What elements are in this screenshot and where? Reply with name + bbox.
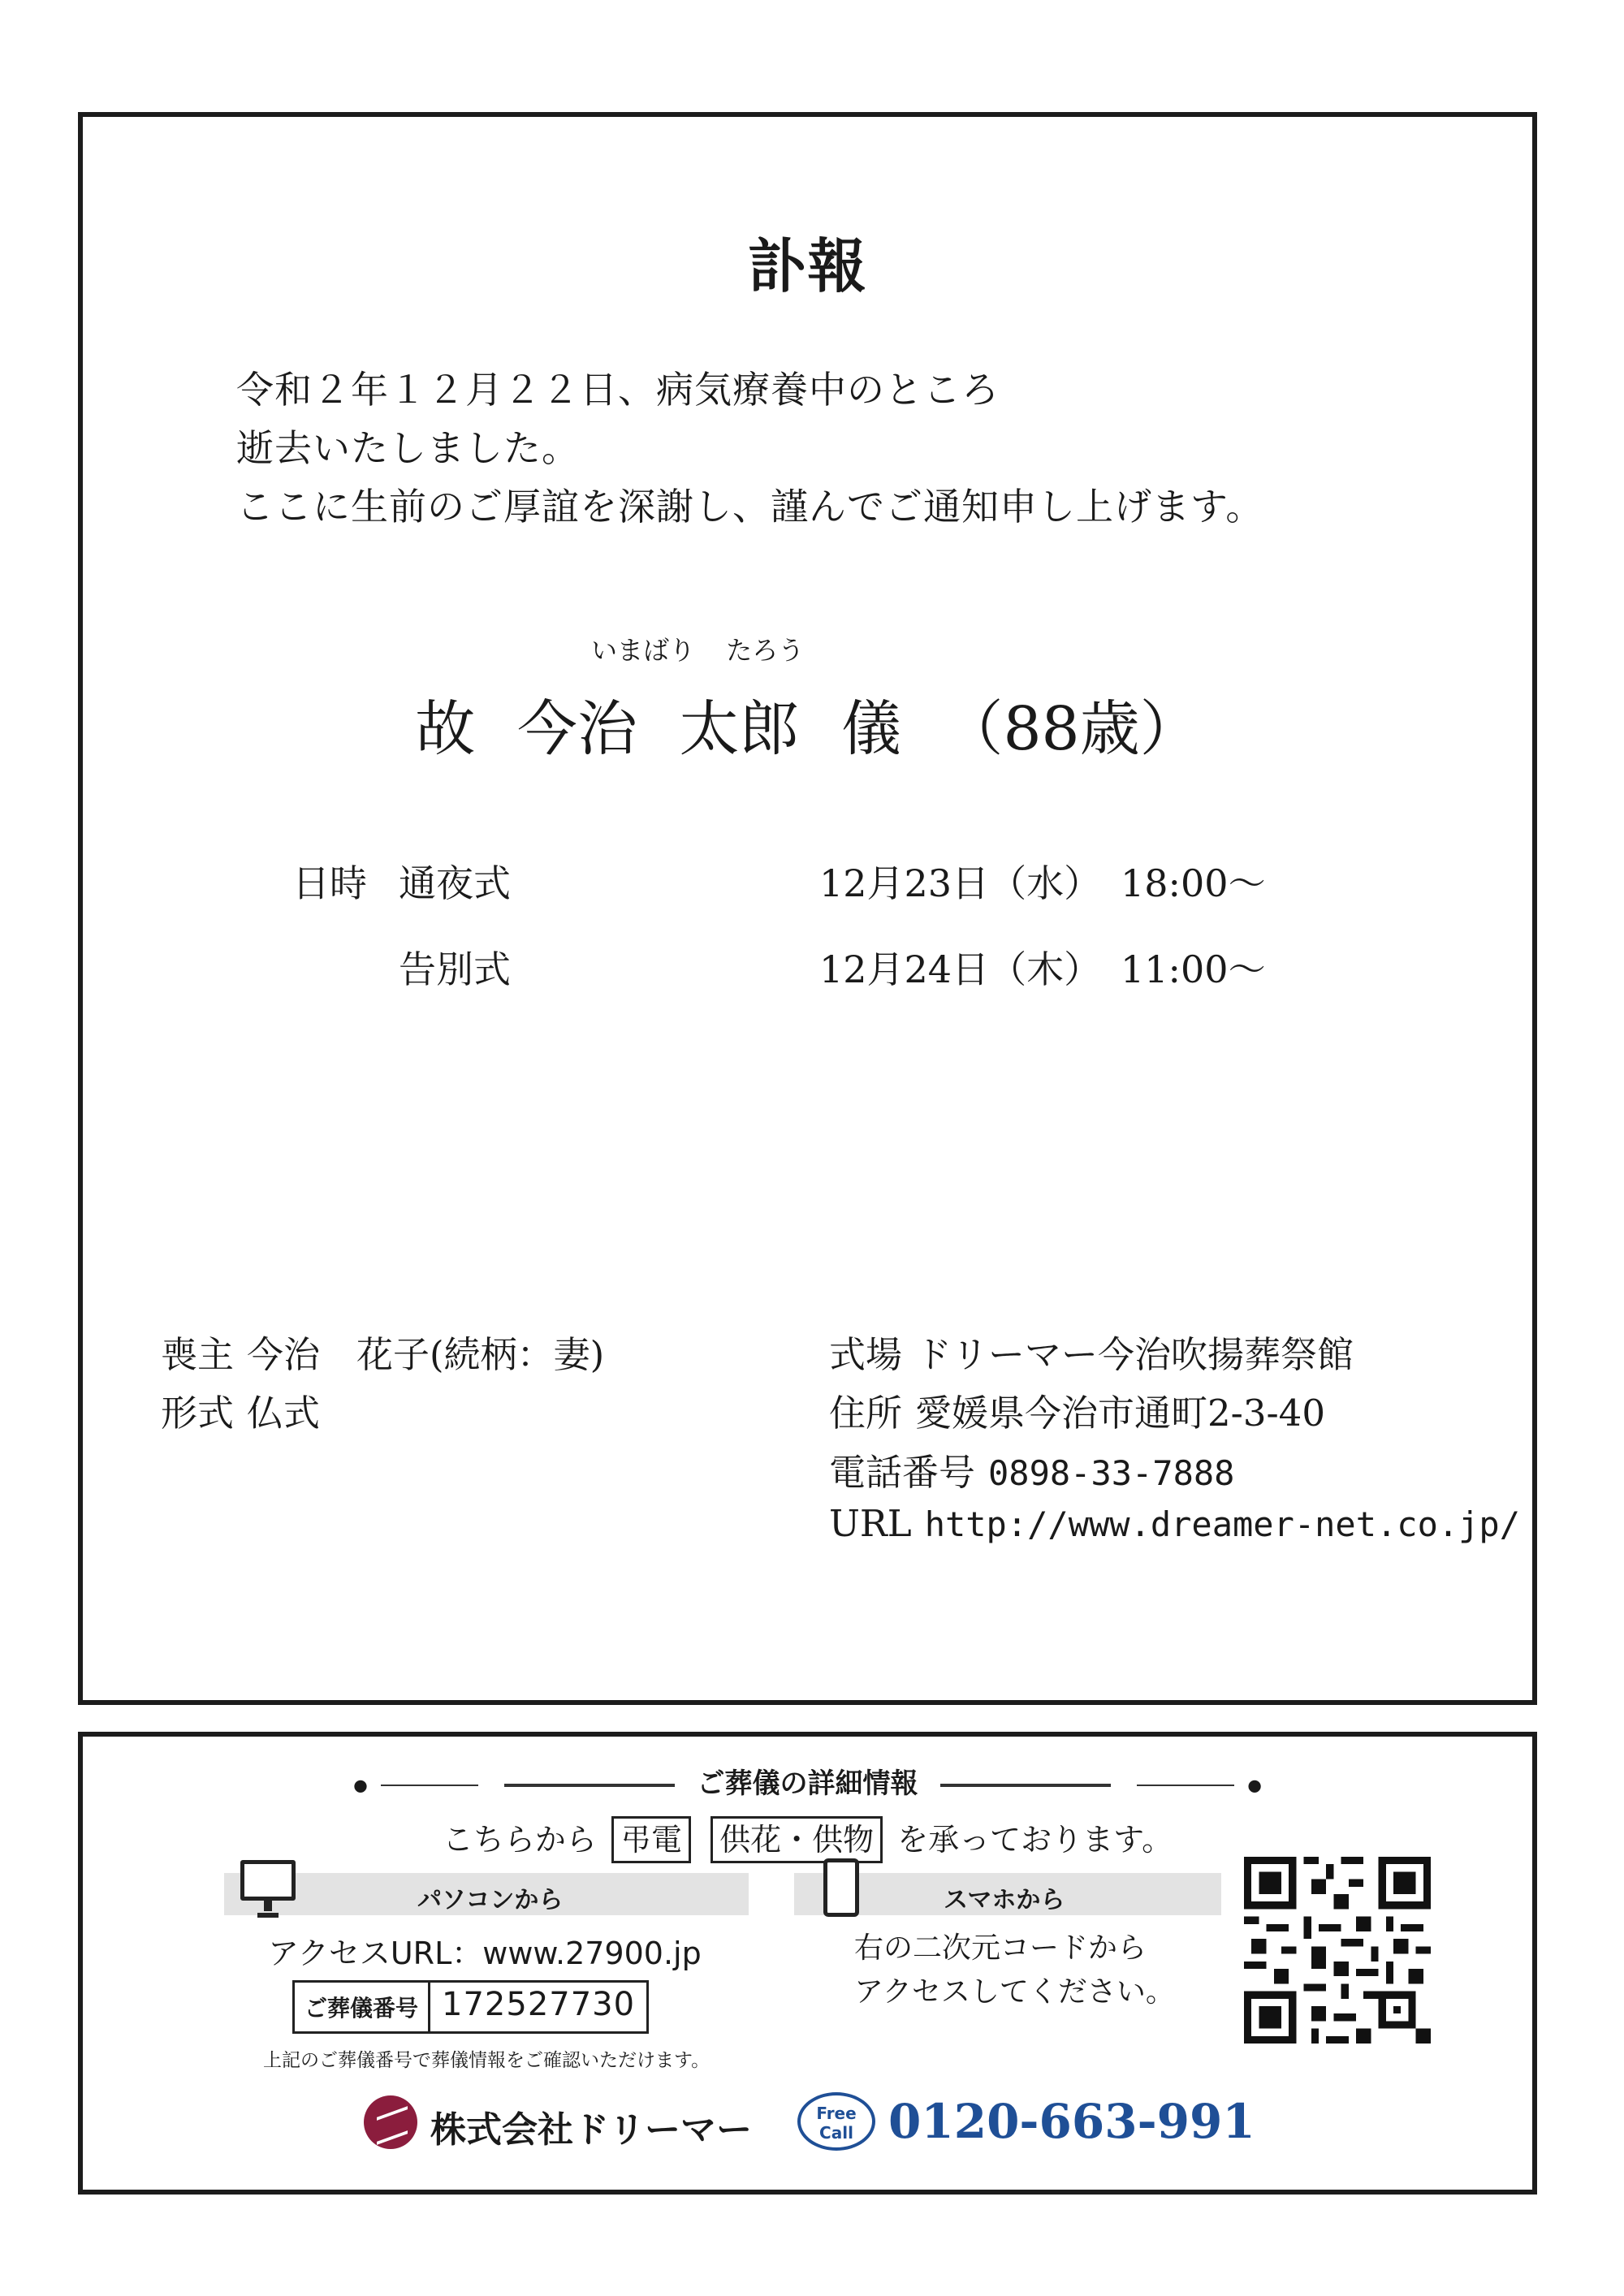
divider [1137, 1785, 1234, 1786]
chief-mourner [161, 1325, 604, 1378]
divider [504, 1784, 675, 1787]
access-url[interactable]: アクセスURL：www.27900.jp [268, 1936, 702, 1971]
name-ruby [591, 630, 827, 667]
divider [940, 1784, 1111, 1787]
obituary-notice [78, 112, 1537, 1705]
tollfree-number[interactable]: 0120-663-991 [888, 2094, 1255, 2149]
telegram-box: 弔電 [611, 1816, 691, 1863]
phone [829, 1443, 1234, 1495]
ruby-given: たろう [726, 635, 805, 666]
address-value: 愛媛県今治市通町2-3-40 [915, 1392, 1325, 1435]
pc-label: パソコンから [417, 1886, 564, 1914]
freecall-icon [797, 2092, 875, 2151]
chief-mourner-relation: (続柄：妻) [430, 1333, 605, 1376]
chief-mourner-label: 喪主 [161, 1333, 235, 1376]
funeral-label: 告別式 [399, 947, 511, 991]
style-label: 形式 [161, 1392, 235, 1435]
wake-date: 12月23日（水） [819, 861, 1102, 905]
sp-instruction-2: アクセスしてください。 [854, 1975, 1175, 2009]
dreamer-logo [364, 2095, 417, 2149]
smartphone-icon [823, 1858, 859, 1917]
accept-line [83, 1815, 1532, 1863]
style-value: 仏式 [247, 1392, 321, 1435]
deceased-name [83, 681, 1532, 767]
ceremony-style [161, 1383, 320, 1436]
funeral-number-box [292, 1980, 649, 2034]
accept-pre: こちらから [442, 1822, 597, 1858]
funeral-number-label: ご葬儀番号 [295, 1983, 430, 2031]
deceased-suffix: 儀 [840, 694, 901, 764]
schedule-heading: 日時 [292, 861, 367, 905]
deceased-surname: 今治 [516, 694, 637, 764]
url-value[interactable]: http://www.dreamer-net.co.jp/ [924, 1504, 1521, 1544]
funeral-info-footer [78, 1732, 1537, 2195]
address [829, 1383, 1325, 1436]
notice-title: 訃報 [747, 232, 868, 300]
company-name: 株式会社ドリーマー [430, 2109, 752, 2151]
deceased-given: 太郎 [679, 694, 800, 764]
deceased-prefix: 故 [415, 694, 476, 764]
funeral-date: 12月24日（木） [819, 947, 1102, 991]
venue-label: 式場 [829, 1333, 903, 1376]
notice-line-1: 令和２年１２月２２日、病気療養中のところ [236, 368, 1000, 412]
accept-post: を承っております。 [897, 1822, 1173, 1858]
funeral-time: 11:00～ [1121, 947, 1266, 991]
chief-mourner-name: 今治 花子 [247, 1333, 430, 1376]
monitor-icon [240, 1860, 296, 1901]
notice-line-3: ここに生前のご厚誼を深謝し、謹んでご通知申し上げます。 [236, 485, 1264, 529]
sp-label: スマホから [944, 1886, 1065, 1914]
wake-label: 通夜式 [399, 861, 511, 905]
venue-value: ドリーマー今治吹揚葬祭館 [915, 1333, 1354, 1376]
website [829, 1502, 1520, 1545]
url-label: URL [829, 1502, 912, 1545]
pc-bar [224, 1873, 749, 1915]
funeral-number-value: 172527730 [442, 1986, 636, 2023]
footer-heading [83, 1761, 1532, 1801]
bullet-icon: ● [353, 1775, 368, 1795]
venue [829, 1325, 1354, 1378]
phone-label: 電話番号 [829, 1451, 976, 1494]
freecall-line-2: Call [819, 2123, 853, 2143]
funeral-number-note: 上記のご葬儀番号で葬儀情報をご確認いただけます。 [263, 2050, 710, 2071]
sp-instruction-1: 右の二次元コードから [854, 1931, 1147, 1965]
ruby-surname: いまばり [591, 635, 696, 666]
footer-heading-text: ご葬儀の詳細情報 [697, 1767, 918, 1800]
address-label: 住所 [829, 1392, 903, 1435]
offerings-box: 供花・供物 [710, 1816, 883, 1863]
qr-code[interactable] [1244, 1857, 1431, 2044]
phone-value: 0898-33-7888 [988, 1453, 1235, 1493]
bullet-icon: ● [1247, 1775, 1262, 1795]
deceased-age: （88歳） [943, 694, 1200, 764]
wake-time: 18:00～ [1121, 861, 1266, 905]
divider [381, 1785, 478, 1786]
freecall-line-1: Free [816, 2104, 857, 2123]
notice-line-2: 逝去いたしました。 [236, 426, 580, 470]
